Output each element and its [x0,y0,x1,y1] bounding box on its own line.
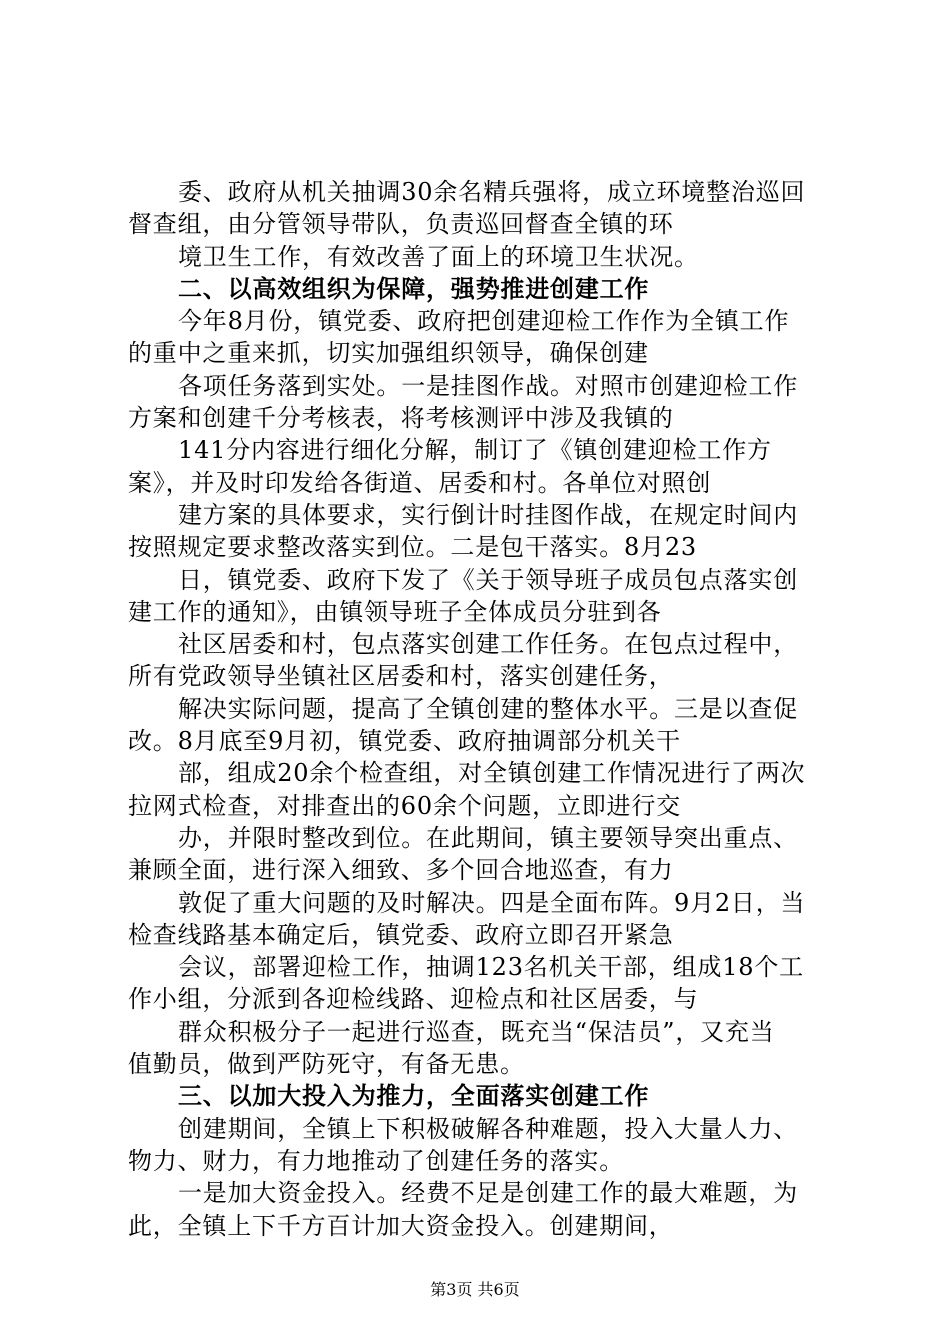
text-line: 作小组，分派到各迎检线路、迎检点和社区居委，与 [128,985,699,1014]
text-line: 141分内容进行细化分解，制订了《镇创建迎检工作方 [178,436,772,465]
text-line: 改。8月底至9月初，镇党委、政府抽调部分机关干 [128,727,681,756]
text-line: 办，并限时整改到位。在此期间，镇主要领导突出重点、 [178,823,798,852]
text-line: 群众积极分子一起进行巡查，既充当“保洁员”，又充当 [178,1017,775,1046]
text-line: 检查线路基本确定后，镇党委、政府立即召开紧急 [128,920,674,949]
text-line: 案》，并及时印发给各街道、居委和村。各单位对照创 [128,468,712,497]
section-heading: 二、以高效组织为保障，强势推进创建工作 [178,274,650,303]
text-line: 的重中之重来抓，切实加强组织领导，确保创建 [128,339,649,368]
text-line: 此，全镇上下千方百计加大资金投入。创建期间， [128,1211,674,1240]
body-text [128,176,838,1242]
text-line: 兼顾全面，进行深入细致、多个回合地巡查，有力 [128,856,674,885]
text-line: 建方案的具体要求，实行倒计时挂图作战，在规定时间内 [178,500,798,529]
section-heading: 三、以加大投入为推力，全面落实创建工作 [178,1082,650,1111]
text-line: 一是加大资金投入。经费不足是创建工作的最大难题，为 [178,1179,798,1208]
text-line: 所有党政领导坐镇社区居委和村，落实创建任务， [128,662,674,691]
text-line: 创建期间，全镇上下积极破解各种难题，投入大量人力、 [178,1114,798,1143]
text-line: 建工作的通知》，由镇领导班子全体成员分驻到各 [128,597,662,626]
text-line: 敦促了重大问题的及时解决。四是全面布阵。9月2日，当 [178,888,806,917]
text-line: 拉网式检查，对排查出的60余个问题，立即进行交 [128,791,681,820]
text-line: 部，组成20余个检查组，对全镇创建工作情况进行了两次 [178,759,806,788]
text-line: 委、政府从机关抽调30余名精兵强将，成立环境整治巡回 [178,178,806,206]
text-line: 方案和创建千分考核表，将考核测评中涉及我镇的 [128,404,674,433]
text-line: 解决实际问题，提高了全镇创建的整体水平。三是以查促 [178,694,798,723]
text-line: 今年8月份，镇党委、政府把创建迎检工作作为全镇工作 [178,307,790,336]
text-line: 督查组，由分管领导带队，负责巡回督查全镇的环 [128,210,674,239]
text-line: 日，镇党委、政府下发了《关于领导班子成员包点落实创 [178,565,798,594]
text-line: 值勤员，做到严防死守，有备无患。 [128,1050,525,1079]
text-line: 境卫生工作，有效改善了面上的环境卫生状况。 [178,242,699,271]
text-line: 各项任务落到实处。一是挂图作战。对照市创建迎检工作 [178,371,798,400]
page-number-footer: 第3页 共6页 [430,1280,520,1299]
text-line: 会议，部署迎检工作，抽调123名机关干部，组成18个工 [178,953,804,982]
text-line: 物力、财力，有力地推动了创建任务的落实。 [128,1146,624,1175]
text-line: 按照规定要求整改落实到位。二是包干落实。8月23 [128,533,698,562]
text-line: 社区居委和村，包点落实创建工作任务。在包点过程中， [178,630,798,659]
